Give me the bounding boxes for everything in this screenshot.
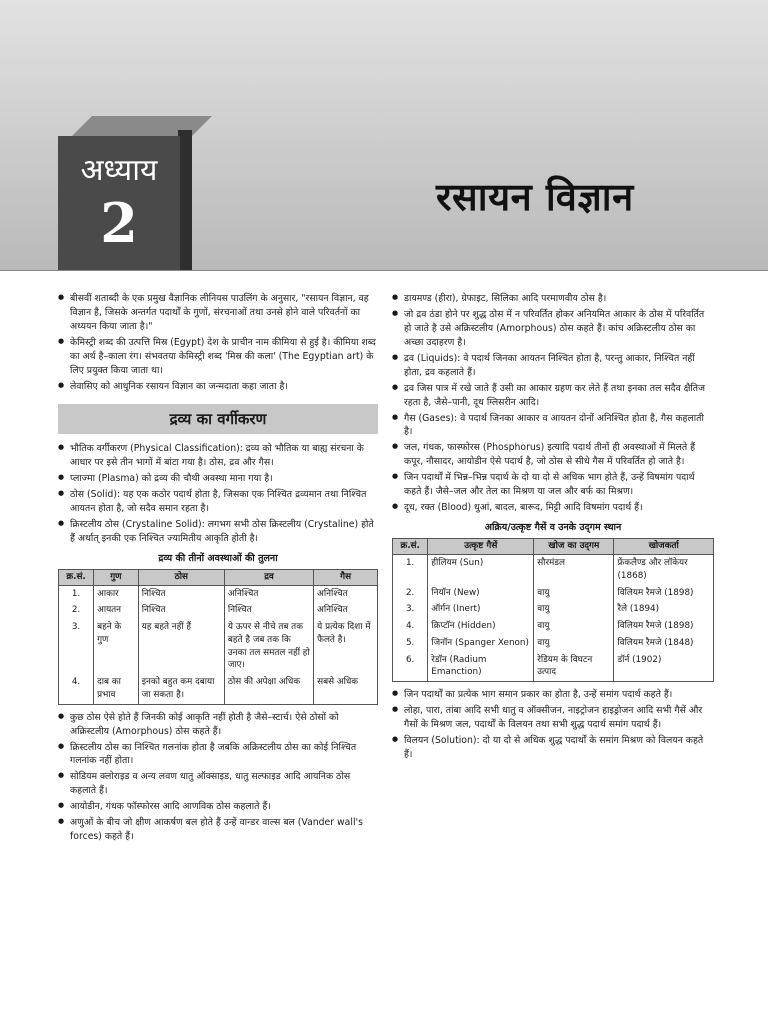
states-table-caption: द्रव्य की तीनों अवस्थाओं की तुलना	[158, 552, 278, 564]
chapter-label: अध्याय	[80, 153, 158, 188]
gases-table-caption: अक्रिय/उत्कृष्ट गैसें व उनके उद्‌गम स्थान	[484, 522, 622, 534]
table-cell: ऑर्गन (Inert)	[428, 601, 534, 618]
homogeneous-list	[392, 688, 714, 762]
table-header-row	[393, 539, 714, 555]
chapter-badge	[58, 136, 180, 270]
table-cell: डॉर्न (1902)	[614, 652, 714, 682]
states-list	[392, 292, 714, 515]
table-header-cell: खोजकर्ता	[614, 539, 714, 555]
table-row	[393, 555, 714, 585]
table-cell: सौरमंडल	[534, 555, 614, 585]
table-header-cell: उत्कृष्ट गैसें	[428, 539, 534, 555]
table-cell: यह बहते नहीं हैं	[138, 619, 224, 674]
list-item: ● कुछ ठोस ऐसे होते हैं जिनकी कोई आकृति नहीं होती है जैसे–स्टार्च। ऐसे ठोसों को अक्रिस्टलीय (Amorphous) ठोस कहते हैं।	[58, 711, 378, 739]
table-cell: अनिश्चित	[314, 585, 378, 602]
table-cell: निश्चित	[138, 585, 224, 602]
table-row	[59, 674, 378, 704]
list-item: ● भौतिक वर्गीकरण (Physical Classification): द्रव्य को भौतिक या बाह्य संरचना के आधार पर इसे तीन भागों में बांटा गया है। ठोस, द्रव और गैस।	[58, 442, 378, 470]
table-cell: रैले (1894)	[614, 601, 714, 618]
intro-list	[58, 292, 378, 394]
table-cell: दाब का प्रभाव	[94, 674, 139, 704]
table-row	[393, 585, 714, 602]
table-cell: विलियम रैमजे (1898)	[614, 618, 714, 635]
table-row	[393, 635, 714, 652]
table-header-cell: खोज का उद्‌गम	[534, 539, 614, 555]
list-item: ● अणुओं के बीच जो क्षीण आकर्षण बल होते हैं उन्हें वान्डर वाल्स बल (Vander wall's forces) कहते हैं।	[58, 816, 378, 844]
table-cell: वायु	[534, 601, 614, 618]
list-item: ● विलयन (Solution): दो या दो से अधिक शुद्ध पदार्थों के समांग मिश्रण को विलयन कहते हैं।	[392, 734, 714, 762]
table-cell: सबसे अधिक	[314, 674, 378, 704]
left-column	[58, 292, 378, 846]
table-cell: 3.	[59, 619, 94, 674]
table-cell: ये ऊपर से नीचे तब तक बहते है जब तक कि उनका तल समतल नहीं हो जाए।	[224, 619, 313, 674]
table-cell: 3.	[393, 601, 428, 618]
list-item: ● आयोडीन, गंधक फॉस्फोरस आदि आणविक ठोस कहलाते हैं।	[58, 800, 378, 814]
table-cell: 5.	[393, 635, 428, 652]
chapter-header	[0, 0, 768, 271]
table-cell: 2.	[393, 585, 428, 602]
classification-list	[58, 442, 378, 546]
table-header-row	[59, 569, 378, 585]
table-cell: 1.	[59, 585, 94, 602]
table-cell: आकार	[94, 585, 139, 602]
table-cell: फ्रेंकलैण्ड और लॉकेयर (1868)	[614, 555, 714, 585]
list-item: ● बीसवीं शताब्दी के एक प्रमुख वैज्ञानिक लीनियस पाउलिंग के अनुसार, "रसायन विज्ञान, वह विज्ञान है, जिसके अन्तर्गत पदार्थों के गुणों, संरचनाओं तथा उनसे होने वाले परिवर्तनों का अध्ययन किया जाता है।"	[58, 292, 378, 334]
table-header-cell: क्र.सं.	[393, 539, 428, 555]
table-cell: 2.	[59, 602, 94, 619]
table-row	[59, 585, 378, 602]
table-cell: रेडॉन (Radium Emanction)	[428, 652, 534, 682]
table-header-cell: द्रव	[224, 569, 313, 585]
table-cell: अनिश्चित	[224, 585, 313, 602]
table-header-cell: गुण	[94, 569, 139, 585]
table-cell: ठोस की अपेक्षा अधिक	[224, 674, 313, 704]
list-item: ● जल, गंधक, फास्फोरस (Phosphorus) इत्यादि पदार्थ तीनों ही अवस्थाओं में मिलते हैं कपूर, नौसादर, आयोडीन ऐसे पदार्थ है, जो ठोस से सीधे गैस में परिवर्तित हो जाते है।	[392, 441, 714, 469]
list-item: ● केमिस्ट्री शब्द की उत्पत्ति मिस्र (Egypt) देश के प्राचीन नाम कीमिया से हुई है। कीमिया शब्द का अर्थ है–काला रंग। संभवतया केमिस्ट्री शब्द 'मिस्र की कला' (The Egyptian art) के लिए प्रयुक्त किया जाता था।	[58, 336, 378, 378]
solids-list	[58, 711, 378, 844]
list-item: ● सोडियम क्लोराइड व अन्य लवण धातु ऑक्साइड, धातु सल्फाइड आदि आयनिक ठोस कहलाते हैं।	[58, 770, 378, 798]
table-cell: क्रिप्टॉन (Hidden)	[428, 618, 534, 635]
table-row	[59, 619, 378, 674]
chapter-number: 2	[100, 191, 138, 255]
table-header-cell: क्र.सं.	[59, 569, 94, 585]
table-cell: ये प्रत्येक दिशा में फैलते है।	[314, 619, 378, 674]
table-cell: वायु	[534, 635, 614, 652]
list-item: ● लोहा, पारा, तांबा आदि सभी धातु व ऑक्सीजन, नाइट्रोजन हाइड्रोजन आदि सभी गैसें और गैसों के मिश्रण जल, पदार्थों के विलयन तथा सभी शुद्ध पदार्थ समांग पदार्थ हैं।	[392, 704, 714, 732]
table-cell: 6.	[393, 652, 428, 682]
table-cell: 4.	[393, 618, 428, 635]
table-cell: आयतन	[94, 602, 139, 619]
table-cell: 4.	[59, 674, 94, 704]
table-cell: वायु	[534, 618, 614, 635]
list-item: ● गैस (Gases): वे पदार्थ जिनका आकार व आयतन दोनों अनिश्चित होता है, गैस कहलाती है।	[392, 412, 714, 440]
table-cell: निश्चित	[224, 602, 313, 619]
table-cell: हीलियम (Sun)	[428, 555, 534, 585]
list-item: ● क्रिस्टलीय ठोस का निश्चित गलनांक होता है जबकि अक्रिस्टलीय ठोस का कोई निश्चित गलनांक नहीं होता।	[58, 741, 378, 769]
table-cell: नियॉन (New)	[428, 585, 534, 602]
chapter-cube-side	[178, 130, 192, 270]
table-cell: 1.	[393, 555, 428, 585]
list-item: ● प्लाज्मा (Plasma) को द्रव्य की चौथी अवस्था माना गया है।	[58, 472, 378, 486]
list-item: ● दूध, रक्त (Blood) धुआं, बादल, बारूद, मिट्टी आदि विषमांग पदार्थ हैं।	[392, 501, 714, 515]
noble-gases-table	[392, 538, 714, 682]
section-heading: द्रव्य का वर्गीकरण	[58, 404, 378, 435]
list-item: ● डायमण्ड (हीरा), ग्रेफाइट, सिलिका आदि परमाणवीय ठोस है।	[392, 292, 714, 306]
list-item: ● द्रव (Liquids): वे पदार्थ जिनका आयतन निश्चित होता है, परन्तु आकार, निश्चित नहीं होता, द्रव कहलाते हैं।	[392, 352, 714, 380]
table-cell: अनिश्चित	[314, 602, 378, 619]
table-cell: जिनॉन (Spanger Xenon)	[428, 635, 534, 652]
list-item: ● द्रव जिस पात्र में रखे जाते हैं उसी का आकार ग्रहण कर लेते हैं तथा इनका तल सदैव क्षैतिज रहता है, जैसे–पानी, दूध ग्लिसरीन आदि।	[392, 382, 714, 410]
list-item: ● जो द्रव ठंडा होने पर शुद्ध ठोस में न परिवर्तित होकर अनियमित आकार के ठोस में परिवर्तित हो जाते है उसे अक्रिस्टलीय (Amorphous) ठोस कहते हैं। कांच अक्रिस्टलीय ठोस का अच्छा उदाहरण है।	[392, 308, 714, 350]
table-cell: इनको बहुत कम दबाया जा सकता है।	[138, 674, 224, 704]
table-header-cell: गैस	[314, 569, 378, 585]
list-item: ● ठोस (Solid): यह एक कठोर पदार्थ होता है, जिसका एक निश्चित द्रव्यमान तथा निश्चित आयतन होता है, जो सदैव समान रहता है।	[58, 488, 378, 516]
table-cell: वायु	[534, 585, 614, 602]
table-row	[393, 652, 714, 682]
right-column	[392, 292, 714, 764]
table-row	[393, 601, 714, 618]
table-header-cell: ठोस	[138, 569, 224, 585]
table-cell: विलियम रैमजे (1898)	[614, 585, 714, 602]
chapter-title: रसायन विज्ञान	[436, 175, 634, 219]
table-cell: रेडियम के विघटन उत्पाद	[534, 652, 614, 682]
table-cell: बहने के गुण	[94, 619, 139, 674]
list-item: ● जिन पदार्थों का प्रत्येक भाग समान प्रकार का होता है, उन्हें समांग पदार्थ कहते हैं।	[392, 688, 714, 702]
list-item: ● जिन पदार्थों में भिन्न–भिन्न पदार्थ के दो या दो से अधिक भाग होते हैं, उन्हें विषमांग पदार्थ कहते हैं। जैसे–जल और तेल का मिश्रण या जल और बर्फ का मिश्रण।	[392, 471, 714, 499]
states-comparison-table	[58, 569, 378, 705]
table-cell: विलियम रैमजे (1848)	[614, 635, 714, 652]
list-item: ● क्रिस्टलीय ठोस (Crystaline Solid): लगभग सभी ठोस क्रिस्टलीय (Crystaline) होते हैं अर्थात् इनकी एक निश्चित ज्यामितीय आकृति होती है।	[58, 518, 378, 546]
table-row	[59, 602, 378, 619]
table-cell: निश्चित	[138, 602, 224, 619]
table-row	[393, 618, 714, 635]
list-item: ● लेवासिए को आधुनिक रसायन विज्ञान का जन्मदाता कहा जाता है।	[58, 380, 378, 394]
